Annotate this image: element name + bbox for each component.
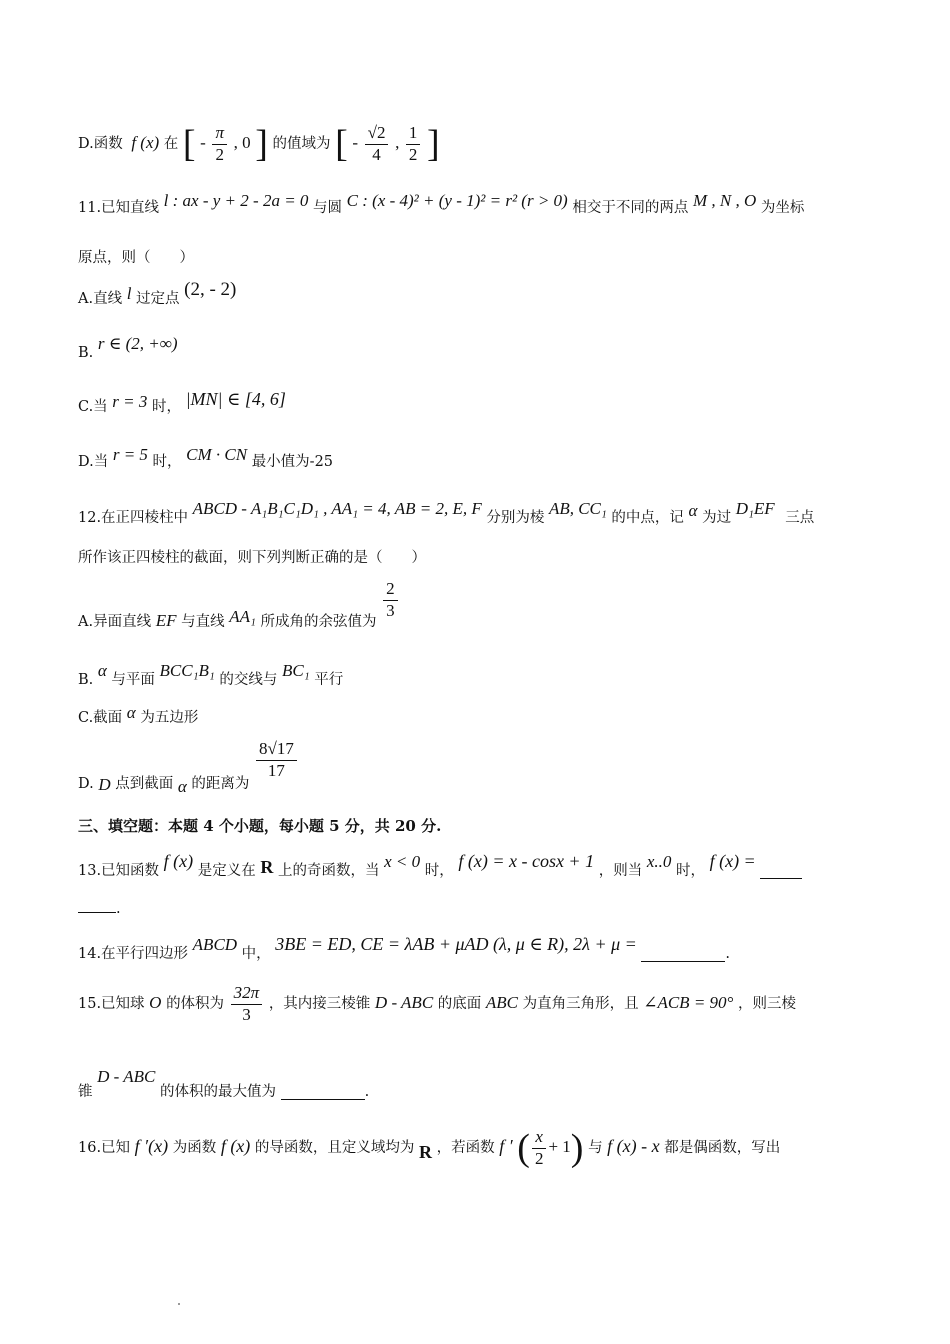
q15-line2: 锥 D - ABC 的体积的最大值为 . (78, 1067, 370, 1100)
q12-prism: ABCD - A₁B₁C₁D₁ , AA₁ = 4, AB = 2, E, F (192, 499, 482, 518)
q10-d-range-comma: , (395, 133, 400, 153)
q13-answer-blank-2[interactable] (78, 911, 116, 913)
q11-c-math: |MN| ∈ [4, 6] (185, 389, 286, 409)
q12-option-a: A.异面直线 EF 与直线 AA₁ 所成角的余弦值为 $\frac{2}{3}$ (78, 580, 400, 620)
q12-stem-line1: 12.在正四棱柱中 ABCD - A₁B₁C₁D₁ , AA₁ = 4, AB = 2, E, F 分别为棱 AB, CC₁ 的中点，记 α 为过 D₁EF 三点 (78, 499, 815, 526)
q12-stem-line2: 所作该正四棱柱的截面，则下列判断正确的是（ ） (78, 550, 426, 566)
q10-d-label: D.函数 (78, 136, 123, 153)
q11-d-vectors: CM · CN (186, 445, 248, 464)
q15-line1: 15.已知球 O 的体积为 $\frac{32\pi}{3}$ ，其内接三棱锥 D - ABC 的底面 ABC 为直角三角形，且 ∠ACB = 90° ，则三棱 (78, 983, 796, 1024)
q14-answer-blank[interactable] (641, 960, 725, 962)
q11-line-eq: l : ax - y + 2 - 2a = 0 (163, 191, 309, 210)
section3-title: 三、填空题：本题 4 个小题，每小题 5 分，共 20 分. (78, 817, 442, 835)
q12-d-frac: $\frac{8√17}{17}$ (256, 740, 297, 780)
q11-points: M , N , O (692, 191, 757, 210)
q14-line: 14.在平行四边形 ABCD 中， 3BE = ED, CE = λAB + μAD (λ, μ ∈ R), 2λ + μ = . (78, 934, 731, 962)
q10-d-range-close: ] (427, 123, 440, 166)
q15-answer-blank[interactable] (281, 1098, 365, 1100)
q13-expr: f (x) = x - cosx + 1 (458, 851, 595, 871)
q10-d-range-open: [ (335, 123, 348, 166)
q12-option-c: C.截面 α 为五边形 (78, 703, 199, 726)
q16-line1: 16.已知 f ′(x) 为函数 f (x) 的导函数，且定义域均为 R ，若函数 f ′ ( $\frac{x}{2}$ + 1) 与 f (x) - x 都是偶函数，写出 (78, 1127, 781, 1170)
q11-option-c: C.当 r = 3 时， |MN| ∈ [4, 6] (78, 389, 286, 415)
q10-d-neg: - (200, 133, 206, 153)
q10-d-frac: $\frac{\pi}{2}$ (212, 124, 227, 164)
q11-b-math: r ∈ (2, +∞) (97, 334, 178, 353)
q15-volume-frac: $\frac{32\pi}{3}$ (231, 984, 263, 1024)
q13-line1: 13.已知函数 f (x) 是定义在 R 上的奇函数，当 x < 0 时， f (x) = x - cosx + 1 ，则当 x..0 时， f (x) = (78, 852, 802, 871)
q14-expr: 3BE = ED, CE = λAB + μAD (λ, μ ∈ R), 2λ + μ = (275, 934, 637, 954)
q11-option-d: D.当 r = 5 时， CM · CN 最小值为-25 (78, 445, 334, 470)
q13-answer-blank-1[interactable] (760, 877, 802, 879)
q11-stem-line1: 11.已知直线 l : ax - y + 2 - 2a = 0 与圆 C : (x - 4)² + (y - 1)² = r² (r > 0) 相交于不同的两点 M , N , O 为坐标 (78, 191, 805, 216)
q10-d-range-frac1: $\frac{√2}{4}$ (365, 124, 389, 164)
q13-line2: . (78, 902, 121, 917)
q10-d-range-neg: - (352, 133, 358, 153)
q10-d-fx: f (x) (131, 133, 160, 153)
q10-d-int-close: ] (255, 123, 268, 166)
q10-d-zai: 在 (163, 136, 179, 153)
q16-arg-frac: $\frac{x}{2}$ (532, 1128, 547, 1168)
q12-a-frac: $\frac{2}{3}$ (383, 580, 398, 620)
q10-d-int-rest: , 0 (233, 133, 251, 153)
q10-d-range-frac2: $\frac{1}{2}$ (406, 124, 421, 164)
q12-option-d: D. D 点到截面 α 的距离为 $\frac{8√17}{17}$ (78, 740, 299, 780)
q10-d-mid: 的值域为 (272, 136, 331, 153)
q12-option-b: B. α 与平面 BCC₁B₁ 的交线与 BC₁ 平行 (78, 661, 344, 688)
q11-circle-eq: C : (x - 4)² + (y - 1)² = r² (r > 0) (346, 191, 568, 210)
q10-d-int-open: [ (182, 123, 196, 166)
q11-a-point: (2, - 2) (184, 279, 237, 300)
q11-option-a: A.直线 l 过定点 (2, - 2) (78, 279, 237, 307)
q11-option-b: B. r ∈ (2, +∞) (78, 334, 178, 361)
page-mark (178, 1303, 180, 1305)
q11-stem-line2: 原点，则（ ） (78, 250, 194, 266)
q10-option-d (78, 124, 440, 164)
